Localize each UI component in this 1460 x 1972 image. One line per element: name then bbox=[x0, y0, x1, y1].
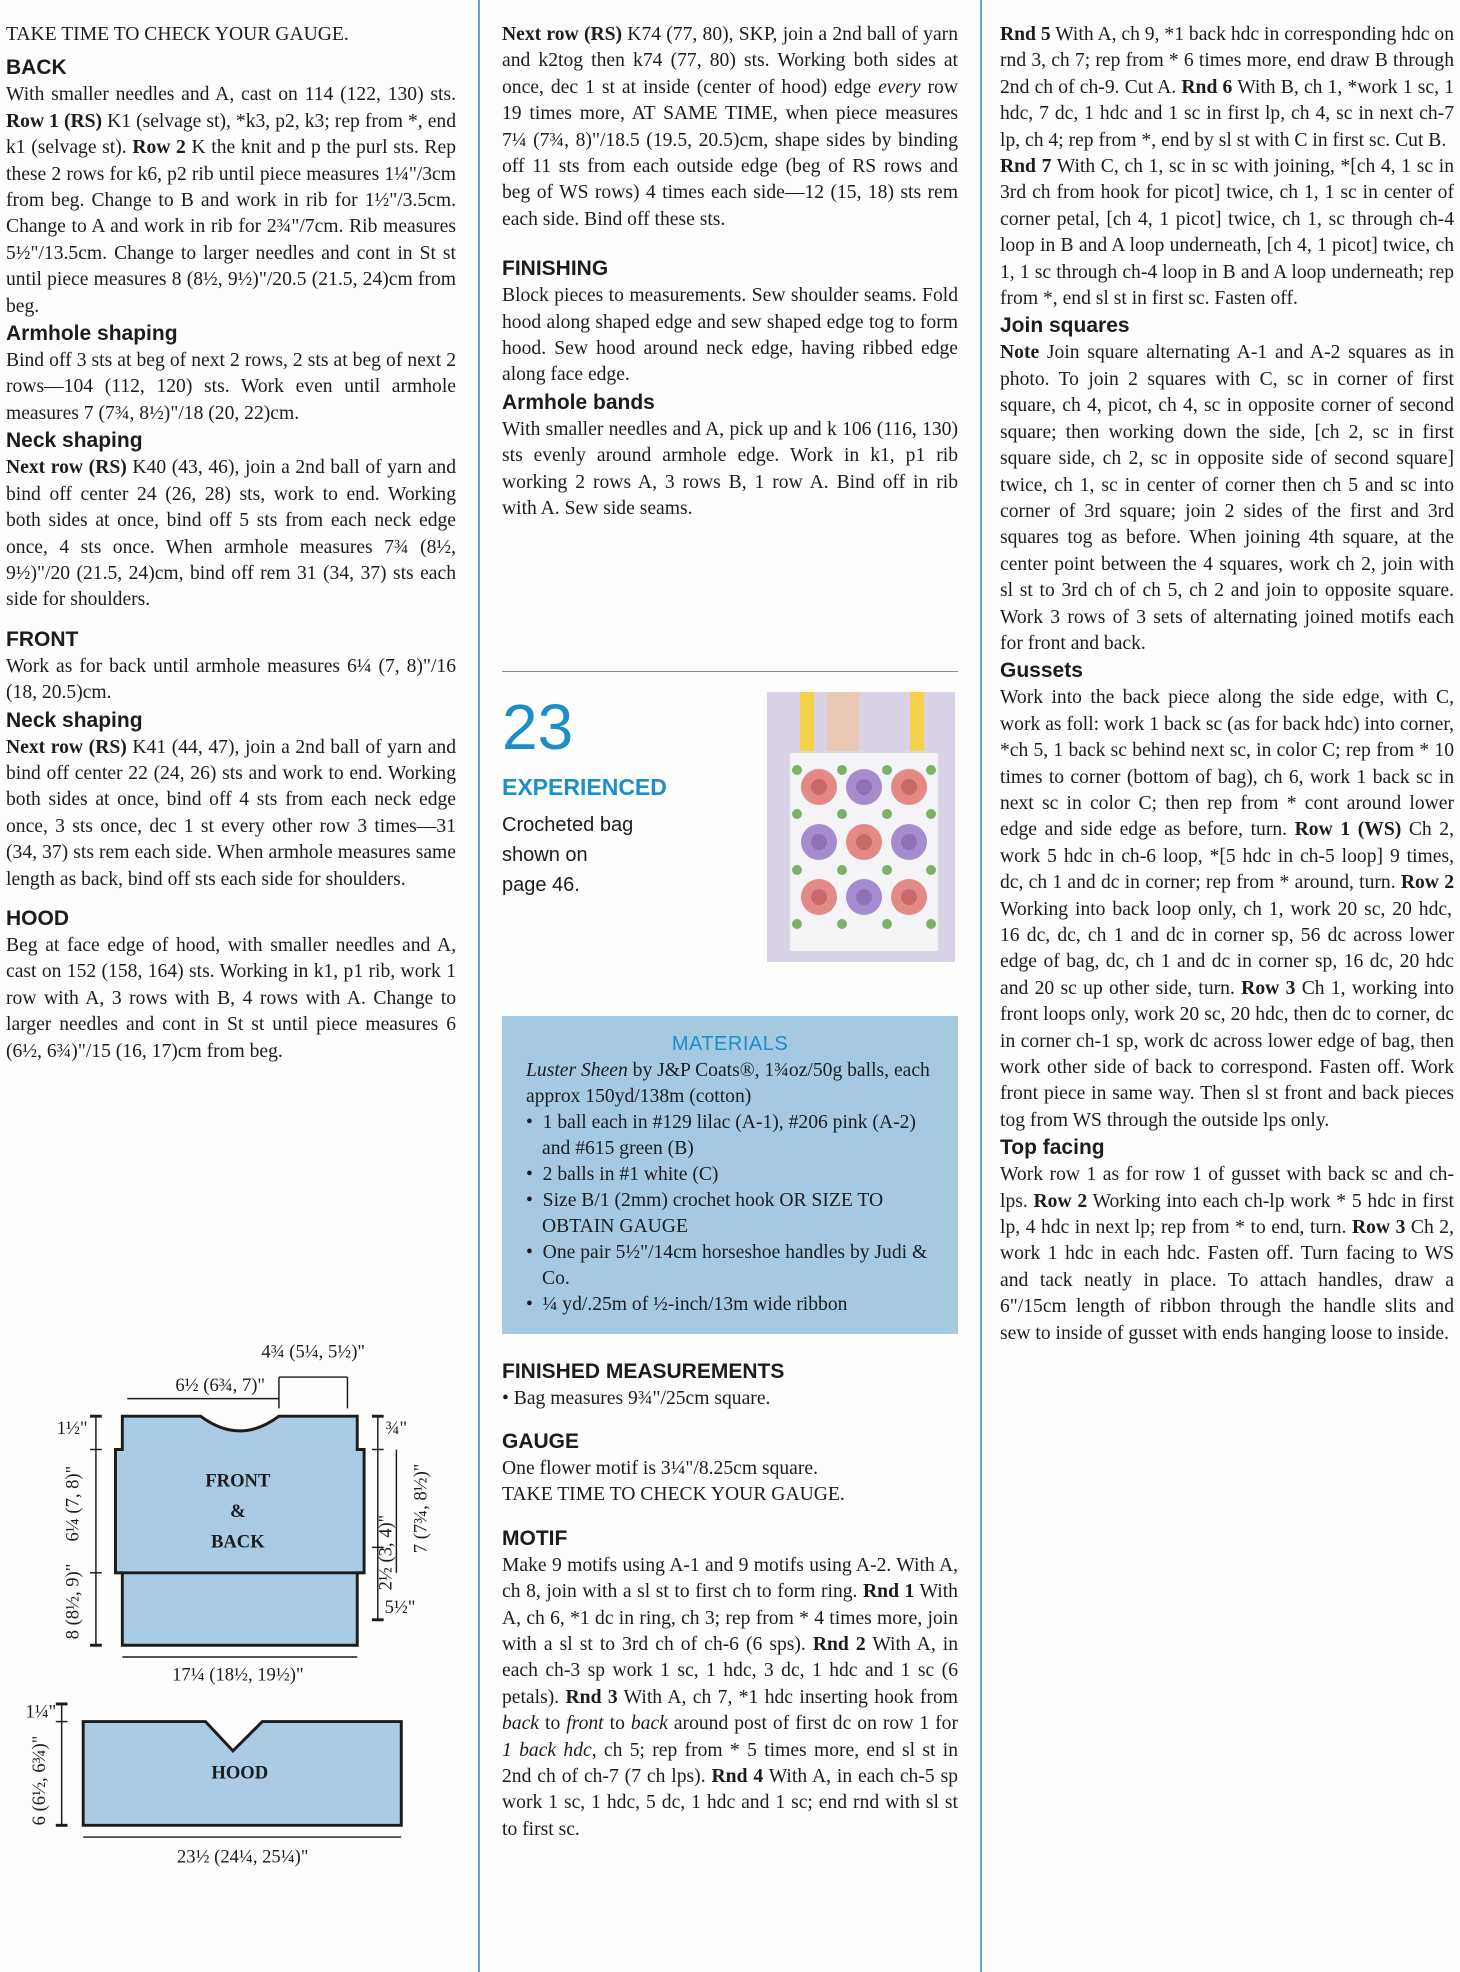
column-1 bbox=[6, 22, 456, 1065]
finishing-text: Block pieces to measurements. Sew shoulder seams. Fold hood along shaped edge and sew shaped edge tog to form hood. Sew hood around neck edge, having ribbed edge along face edge. bbox=[502, 285, 958, 386]
hood-label: HOOD bbox=[211, 1762, 269, 1784]
shown-line-2: shown on bbox=[502, 843, 588, 866]
materials-yarn: Luster Sheen by J&P Coats®, 1¾oz/50g balls, each approx 150yd/138m (cotton) bbox=[526, 1059, 930, 1107]
finished-measurements-heading: FINISHED MEASUREMENTS bbox=[502, 1359, 785, 1383]
column-rule-left bbox=[478, 0, 480, 1972]
join-squares-text: Note Join square alternating A-1 and A-2 squares as in photo. To join 2 squares with C, sc in corner of first square, ch 4, picot, ch 4, sc in opposite corner of second square; then working down the side, [ch 2, sc in first square side, ch 2, sc in opposite side of second square] twice, ch 1, sc in center of corner then ch 5 and sc into corner of 3rd square; join 2 sides of the first and 3rd squares tog as before. When joining 4th square, at the center point between the 4 squares, work ch 2, join with sl st to 3rd ch of ch 5, ch 2 and join to opposite square. Work 3 rows of 3 sets of alternating joined motifs each for front and back. bbox=[1000, 342, 1454, 654]
hood-side-dim: 6 (6½, 6¾)" bbox=[29, 1735, 51, 1826]
pattern-intro bbox=[502, 692, 958, 992]
section-divider bbox=[502, 671, 958, 672]
hood-text: Beg at face edge of hood, with smaller needles and A, cast on 152 (158, 164) sts. Working in k1, p1 rib, work 1 row with A, 3 rows with B, 4 rows with A. Change to larger needles and cont in St st until piece measures 6 (6½, 6¾)"/15 (16, 17)cm from beg. bbox=[6, 934, 456, 1062]
back-neck-text: Next row (RS) K40 (43, 46), join a 2nd ball of yarn and bind off center 24 (26, 28) sts, work to end. Working both sides at once, bind off 5 sts from each neck edge once, 4 sts once. When armhole measures 7¾ (8½, 9½)"/20 (21.5, 24)cm, bind off rem 31 (34, 37) sts each side for shoulders. bbox=[6, 457, 457, 611]
column-2 bbox=[502, 22, 958, 1843]
hood-continued-text: Next row (RS) K74 (77, 80), SKP, join a 2nd ball of yarn and k2tog then k74 (77, 80) sts. Working both sides at once, dec 1 st at inside (center of hood) edge every row 19 times more, AT SAME TIME, when piece measures 7¼ (7¾, 8)"/18.5 (19.5, 20.5)cm, shape sides by binding off 11 sts from each outside edge (beg of RS rows and beg of WS rows) 4 times each side—12 (15, 18) sts rem each side. Bind off these sts. bbox=[502, 24, 958, 230]
hood-heading: HOOD bbox=[6, 906, 69, 930]
top-facing-heading: Top facing bbox=[1000, 1136, 1105, 1160]
right-rib-dim: 5½" bbox=[384, 1596, 416, 1618]
back-armhole-text: Bind off 3 sts at beg of next 2 rows, 2 sts at beg of next 2 rows—104 (112, 120) sts. Work even until armhole measures 7 (7¾, 8½)"/18 (20, 22)cm. bbox=[6, 350, 456, 424]
hood-width-dim: 23½ (24¼, 25¼)" bbox=[177, 1846, 309, 1868]
armhole-bands-text: With smaller needles and A, pick up and k 106 (116, 130) sts evenly around armhole edge. Work in k1, p1 rib working 2 rows A, 3 rows B, 1 row A. Bind off in rib with A. Sew side seams. bbox=[502, 418, 958, 520]
schematic-diagram bbox=[0, 1330, 460, 1890]
back-label: BACK bbox=[210, 1531, 265, 1553]
gauge-text: One flower motif is 3¼"/8.25cm square. bbox=[502, 1457, 818, 1479]
gussets-text: Work into the back piece along the side edge, with C, work as foll: work 1 back sc (as for back hdc) into corner, *ch 5, 1 back sc behind next sc, in color C; rep from * 10 times to corner (bottom of bag), ch 6, work 1 back sc in next sc in color C; then rep from * cont around lower edge and side edge as before, turn. Row 1 (WS) Ch 2, work 5 hdc in ch-6 loop, *[5 hdc in ch-5 loop] 9 times, dc, ch 1 and dc in corner; rep from * around, turn. Row 2 Working into back loop only, ch 1, work 20 sc, 20 hdc, 16 dc, dc, ch 1 and dc in corner sp, 56 dc across lower edge of bag, dc, ch 1 and dc in corner sp, 16 dc, 20 hdc and 20 sc up other side, turn. Row 3 Ch 1, working into front loops only, work 20 sc, 20 hdc, then dc to corner, dc in corner ch-1 sp, work dc across lower edge of bag, then work other side of back to correspond. Fasten off. Work front piece in same way. Then sl st front and back pieces tog from WS through the outside lps only. bbox=[1000, 687, 1455, 1131]
front-neck-heading: Neck shaping bbox=[6, 708, 143, 732]
ampersand-label: & bbox=[230, 1501, 246, 1523]
shown-line-3: page 46. bbox=[502, 873, 580, 896]
materials-item: • 2 balls in #1 white (C) bbox=[526, 1163, 719, 1185]
finishing-heading: FINISHING bbox=[502, 257, 609, 281]
bottom-width-dim: 17¼ (18½, 19½)" bbox=[172, 1664, 304, 1686]
right-top-dim: ¾" bbox=[385, 1417, 408, 1439]
right-armhole-dim: 7 (7¾, 8½)" bbox=[410, 1463, 432, 1554]
materials-title: MATERIALS bbox=[671, 1032, 789, 1055]
front-text: Work as for back until armhole measures 6¼ (7, 8)"/16 (18, 20.5)cm. bbox=[6, 655, 456, 704]
rnd-7-text: Rnd 7 With C, ch 1, sc in sc with joining, *[ch 4, 1 sc in 3rd ch from hook for picot] twice, ch 1, 1 sc in center of corner petal, [ch 4, 1 picot] twice, ch 1, sc through ch-4 loop in B and A loop underneath, [ch 4, 1 picot] twice, ch 1, 1 sc through ch-4 loop in B and A loop underneath; rep from *, end sl st in first sc. Fasten off. bbox=[1000, 156, 1455, 310]
neck-width-dim: 4¾ (5¼, 5½)" bbox=[261, 1341, 365, 1363]
left-top-dim: 1½" bbox=[56, 1417, 88, 1439]
top-facing-text: Work row 1 as for row 1 of gusset with back sc and ch-lps. Row 2 Working into each ch-lp work * 5 hdc in first lp, 4 hdc in next lp; rep from * to end, turn. Row 3 Ch 2, work 1 hdc in each hdc. Fasten off. Turn facing to WS and tack neatly in place. To attach handles, draw a 6"/15cm length of ribbon through the handle slits and sew to inside of gusset with ends hanging loose to inside. bbox=[1000, 1164, 1454, 1344]
gauge-reminder: TAKE TIME TO CHECK YOUR GAUGE. bbox=[6, 24, 349, 45]
shown-line-1: Crocheted bag bbox=[502, 813, 634, 836]
materials-box bbox=[502, 1016, 958, 1334]
armhole-bands-heading: Armhole bands bbox=[502, 390, 655, 414]
skill-level: EXPERIENCED bbox=[502, 773, 667, 800]
motif-text: Make 9 motifs using A-1 and 9 motifs using A-2. With A, ch 8, join with a sl st to first ch to form ring. Rnd 1 With A, ch 6, *1 dc in ring, ch 3; rep from * 4 times more, join with a sl st to 3rd ch of ch-6 (6 sps). Rnd 2 With A, in each ch-3 sp work 1 sc, 1 hdc, 3 dc, 1 hdc and 1 sc (6 petals). Rnd 3 With A, ch 7, *1 hdc inserting hook from back to front to back around post of first dc on row 1 for 1 back hdc, ch 5; rep from * 5 times more, end sl st in 2nd ch of ch-7 (7 ch lps). Rnd 4 With A, in each ch-5 sp work 1 sc, 1 hdc, 5 dc, 1 hdc and 1 sc; end rnd with sl st to first sc. bbox=[502, 1554, 959, 1840]
materials-item: • 1 ball each in #129 lilac (A-1), #206 pink (A-2) and #615 green (B) bbox=[526, 1111, 916, 1159]
left-lower-dim: 8 (8½, 9)" bbox=[62, 1563, 84, 1640]
gauge-check: TAKE TIME TO CHECK YOUR GAUGE. bbox=[502, 1484, 845, 1506]
gauge-heading: GAUGE bbox=[502, 1429, 580, 1453]
front-label: FRONT bbox=[205, 1470, 271, 1492]
front-neck-text: Next row (RS) K41 (44, 47), join a 2nd ball of yarn and bind off center 22 (24, 26) sts and work to end. Working both sides at once, bind off 4 sts from each neck edge once, 3 sts once, dec 1 st every other row 3 times—31 (34, 37) sts rem each side. When armhole measures same length as back, bind off sts each side for shoulders. bbox=[6, 736, 457, 890]
shoulder-width-dim: 6½ (6¾, 7)" bbox=[175, 1374, 266, 1396]
right-mid-dim: 2½ (3, 4)" bbox=[375, 1514, 397, 1591]
bag-photo bbox=[767, 692, 955, 962]
back-armhole-heading: Armhole shaping bbox=[6, 322, 178, 346]
pattern-number: 23 bbox=[502, 690, 574, 763]
motif-heading: MOTIF bbox=[502, 1526, 568, 1550]
left-upper-dim: 6¼ (7, 8)" bbox=[62, 1465, 84, 1542]
back-neck-heading: Neck shaping bbox=[6, 429, 143, 453]
join-squares-heading: Join squares bbox=[1000, 314, 1130, 338]
gussets-heading: Gussets bbox=[1000, 659, 1083, 683]
rnd-5-6-text: Rnd 5 With A, ch 9, *1 back hdc in corresponding hdc on rnd 3, ch 7; rep from * 6 times more, end draw B through 2nd ch of ch-9. Cut A. Rnd 6 With B, ch 1, *work 1 sc, 1 hdc, 7 dc, 1 hdc and 1 sc in first lp, ch 4, sc in next ch-7 lp, ch 4; rep from *, end by sl st with C in first sc. Cut B. bbox=[1000, 24, 1455, 151]
materials-item: • One pair 5½"/14cm horseshoe handles by Judi & Co. bbox=[526, 1241, 928, 1289]
back-heading: BACK bbox=[6, 56, 67, 80]
hood-top-dim: 1¼" bbox=[25, 1701, 57, 1723]
column-3 bbox=[1000, 22, 1454, 1347]
back-instructions: With smaller needles and A, cast on 114 (122, 130) sts. Row 1 (RS) K1 (selvage st), *k3, p2, k3; rep from *, end k1 (selvage st). Row 2 K the knit and p the purl sts. Rep these 2 rows for k6, p2 rib until piece measures 1¼"/3cm from beg. Change to B and work in rib for 1½"/3.5cm. Change to A and work in rib for 2¾"/7cm. Rib measures 5½"/13.5cm. Change to larger needles and cont in St st until piece measures 8 (8½, 9½)"/20.5 (21.5, 24)cm from beg. bbox=[6, 84, 456, 317]
finished-measurements-text: • Bag measures 9¾"/25cm square. bbox=[502, 1387, 771, 1409]
column-rule-right bbox=[980, 0, 982, 1972]
front-heading: FRONT bbox=[6, 627, 79, 651]
materials-item: • ¼ yd/.25m of ½-inch/13m wide ribbon bbox=[526, 1293, 848, 1315]
materials-item: • Size B/1 (2mm) crochet hook OR SIZE TO OBTAIN GAUGE bbox=[526, 1189, 884, 1237]
